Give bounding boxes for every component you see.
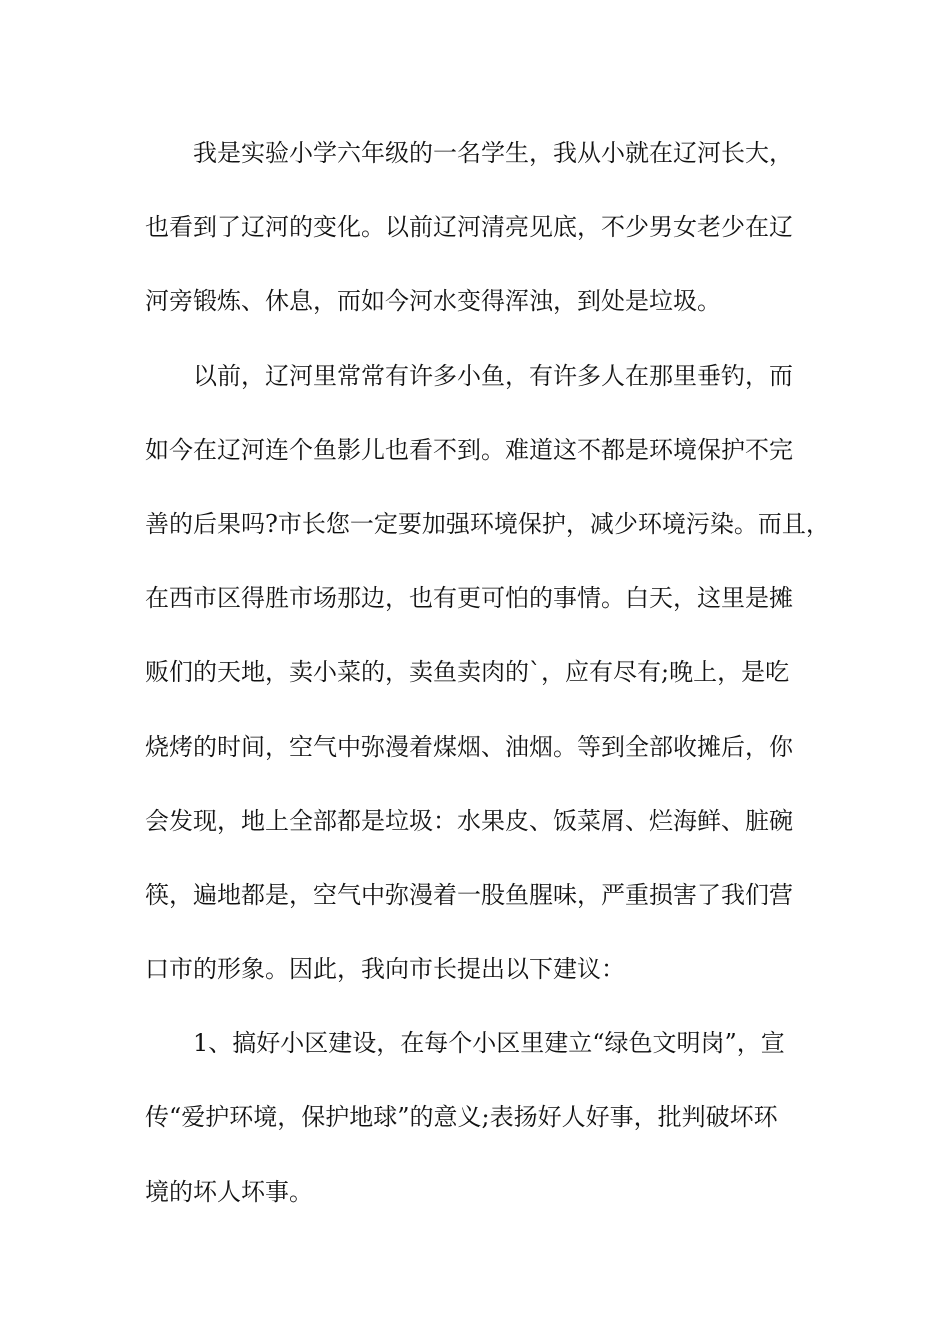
text-line-3: 河旁锻炼、休息，而如今河水变得浑浊，到处是垃圾。	[145, 287, 721, 316]
text-line-14: 传“爱护环境，保护地球”的意义;表扬好人好事，批判破坏环	[145, 1103, 778, 1132]
text-line-11: 筷，遍地都是，空气中弥漫着一股鱼腥味，严重损害了我们营	[145, 880, 793, 909]
letter-body	[145, 130, 830, 1243]
text-line-8: 贩们的天地，卖小菜的，卖鱼卖肉的`，应有尽有;晚上，是吃	[145, 658, 790, 687]
text-line-4: 以前，辽河里常常有许多小鱼，有许多人在那里垂钓，而	[193, 361, 793, 390]
text-line-10: 会发现，地上全部都是垃圾：水果皮、饭菜屑、烂海鲜、脏碗	[145, 806, 793, 835]
text-line-5: 如今在辽河连个鱼影儿也看不到。难道这不都是环境保护不完	[145, 435, 793, 464]
text-line-6: 善的后果吗?市长您一定要加强环境保护，减少环境污染。而且，	[145, 509, 830, 538]
text-line-15: 境的坏人坏事。	[145, 1177, 313, 1206]
text-line-13: 1、搞好小区建设，在每个小区里建立“绿色文明岗”，宣	[193, 1029, 785, 1058]
text-line-2: 也看到了辽河的变化。以前辽河清亮见底，不少男女老少在辽	[145, 213, 793, 242]
text-line-7: 在西市区得胜市场那边，也有更可怕的事情。白天，这里是摊	[145, 584, 793, 613]
text-line-12: 口市的形象。因此，我向市长提出以下建议：	[145, 955, 625, 984]
text-line-1: 我是实验小学六年级的一名学生，我从小就在辽河长大，	[193, 139, 793, 167]
text-line-9: 烧烤的时间，空气中弥漫着煤烟、油烟。等到全部收摊后，你	[145, 732, 793, 761]
